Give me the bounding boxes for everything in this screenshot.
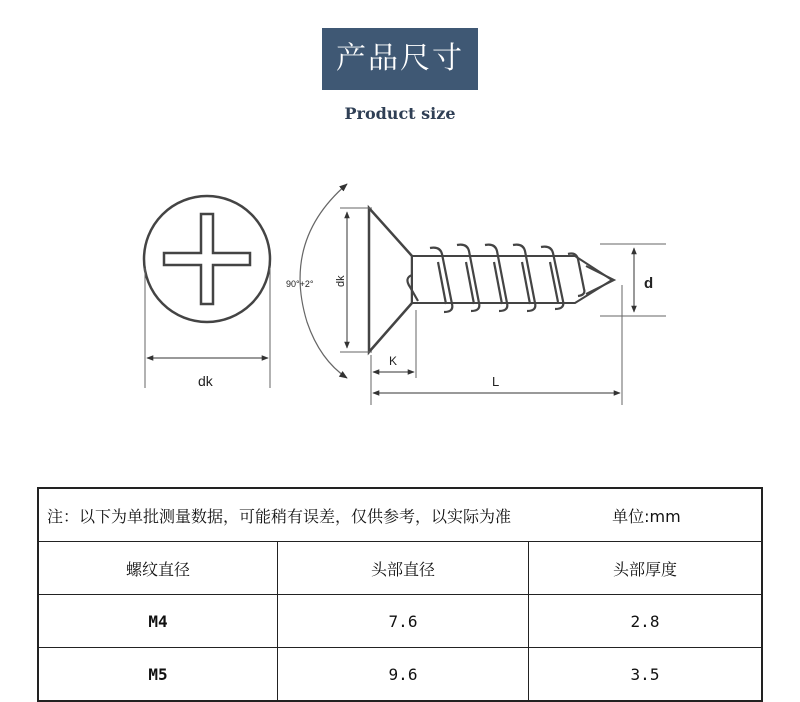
spec-table [37, 487, 763, 702]
cell-head-diameter: 7.6 [278, 595, 529, 648]
cell-thread-diameter: M5 [38, 648, 278, 702]
header-thread-diameter: 螺纹直径 [38, 542, 278, 595]
cell-thread-diameter: M4 [38, 595, 278, 648]
head-top-view [144, 196, 270, 389]
side-dk-label: dk [335, 275, 347, 287]
cell-head-diameter: 9.6 [278, 648, 529, 702]
unit-text: 单位:mm [612, 506, 681, 526]
table-row [38, 648, 762, 702]
l-label: L [492, 374, 500, 389]
cell-head-thickness: 2.8 [529, 595, 763, 648]
screw-side-view [286, 184, 666, 405]
dk-label: dk [198, 373, 213, 389]
cell-head-thickness: 3.5 [529, 648, 763, 702]
header-head-diameter: 头部直径 [278, 542, 529, 595]
note-row [38, 488, 762, 542]
screw-diagram [0, 160, 800, 420]
header-row [38, 542, 762, 595]
screw-head [369, 208, 412, 352]
k-label: K [389, 354, 398, 368]
angle-label: 90°+2° [286, 279, 314, 289]
table-row [38, 595, 762, 648]
note-cell [38, 488, 762, 542]
note-text: 注：以下为单批测量数据，可能稍有误差，仅供参考，以实际为准 [47, 506, 512, 526]
d-label: d [644, 275, 654, 292]
page-title: 产品尺寸 [322, 28, 478, 90]
page-subtitle: Product size [344, 104, 456, 123]
header-head-thickness: 头部厚度 [529, 542, 763, 595]
